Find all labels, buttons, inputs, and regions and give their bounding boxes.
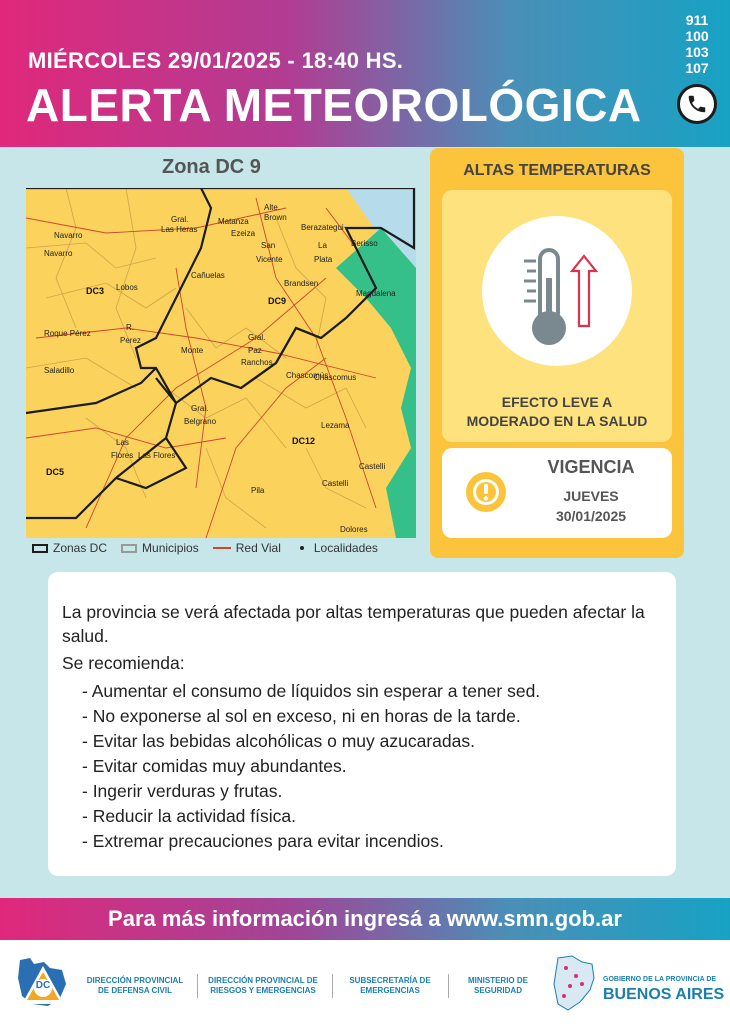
org-name [454, 976, 542, 996]
locality-label: Berisso [351, 239, 378, 248]
org-line: SUBSECRETARÍA DE [349, 976, 431, 985]
org-name [340, 976, 440, 996]
locality-label: Roque Pérez [44, 329, 91, 338]
locality-label: Brandsen [284, 279, 319, 288]
info-link[interactable]: Para más información ingresá a www.smn.gob.ar [108, 906, 622, 931]
legend-item [32, 541, 107, 555]
footer-logos [0, 940, 730, 1031]
legend-item [213, 541, 281, 555]
recommendations-title: Se recomienda: [62, 653, 185, 673]
locality-label: Ranchos [241, 358, 273, 367]
zone-title: Zona DC 9 [162, 156, 261, 178]
locality-label: San [261, 241, 276, 250]
locality-label: Plata [314, 255, 333, 264]
validity-box [442, 448, 672, 538]
validity-day: JUEVES [563, 488, 619, 504]
phone-number[interactable]: 100 [685, 28, 709, 44]
header-banner [0, 0, 730, 147]
locality-label: Paz [248, 346, 262, 355]
legend-label: Localidades [313, 541, 378, 555]
legend-swatch [121, 544, 137, 553]
emergency-phones [681, 12, 713, 76]
warning-icon [466, 472, 506, 512]
effect-line: MODERADO EN LA SALUD [466, 413, 648, 429]
locality-label: Brown [264, 213, 287, 222]
list-item: - No exponerse al sol en exceso, ni en horas de la tarde. [82, 706, 521, 726]
legend-label: Red Vial [235, 541, 281, 555]
org-line: SEGURIDAD [473, 986, 522, 995]
alert-datetime: MIÉRCOLES 29/01/2025 - 18:40 HS. [28, 48, 404, 73]
legend-swatch [300, 546, 304, 550]
org-line: EMERGENCIAS [360, 986, 420, 995]
validity-title: VIGENCIA [547, 457, 635, 477]
zone-label: DC9 [268, 296, 287, 306]
locality-label: Matanza [218, 217, 249, 226]
locality-label: Monte [181, 346, 204, 355]
alert-card [430, 148, 684, 558]
legend-item [295, 541, 378, 555]
locality-label: Pila [251, 486, 265, 495]
locality-label: Gral. [191, 404, 209, 413]
org-name [204, 976, 322, 996]
locality-label: Flores [111, 451, 134, 460]
alert-inner-panel [442, 190, 672, 442]
defensa-civil-logo [14, 954, 72, 1012]
legend-swatch [213, 547, 231, 549]
phone-icon[interactable] [677, 84, 717, 124]
legend-label: Municipios [142, 541, 199, 555]
locality-label: Las [116, 438, 129, 447]
org-line: DE DEFENSA CIVIL [98, 986, 172, 995]
divider [448, 974, 449, 998]
health-effect [442, 393, 672, 431]
org-name [80, 976, 190, 996]
divider [332, 974, 333, 998]
map-legend [32, 541, 378, 555]
zone-label: DC3 [86, 286, 105, 296]
phone-number[interactable]: 103 [685, 44, 709, 60]
info-banner [0, 898, 730, 940]
locality-label: Cañuelas [191, 271, 225, 280]
province-map-icon [552, 954, 596, 1012]
locality-label: Chascomús [286, 371, 329, 380]
locality-label: Berazategui [301, 223, 344, 232]
alert-heading: ALTAS TEMPERATURAS [463, 162, 651, 179]
locality-label: Navarro [44, 249, 73, 258]
locality-label: Las Flores [138, 451, 176, 460]
effect-line: EFECTO LEVE A [501, 394, 613, 410]
locality-label: Ezeiza [231, 229, 256, 238]
locality-label: Gral. [248, 333, 266, 342]
legend-item [121, 541, 199, 555]
recommendations-list [82, 679, 540, 854]
locality-label: Castelli [322, 479, 349, 488]
locality-label: Dolores [340, 525, 368, 534]
legend-label: Zonas DC [53, 541, 108, 555]
zone-label: DC12 [292, 436, 316, 446]
locality-label: Lezama [321, 421, 350, 430]
org-line: MINISTERIO DE [467, 976, 528, 985]
locality-label: Gral. [171, 215, 189, 224]
gov-subtitle: GOBIERNO DE LA PROVINCIA DE [603, 976, 717, 983]
org-line: DIRECCIÓN PROVINCIAL [86, 976, 184, 985]
locality-label: Alte. [264, 203, 281, 212]
org-line: DIRECCIÓN PROVINCIAL DE [208, 976, 318, 985]
phone-number[interactable]: 911 [685, 12, 709, 28]
thermometer-icon [482, 216, 632, 366]
list-item: - Evitar las bebidas alcohólicas o muy azucaradas. [82, 731, 475, 751]
list-item: - Ingerir verduras y frutas. [82, 781, 283, 801]
list-item: - Reducir la actividad física. [82, 806, 296, 826]
validity-date: 30/01/2025 [555, 508, 627, 524]
locality-label: Magdalena [356, 289, 396, 298]
locality-label: Las Heras [161, 225, 198, 234]
locality-label: Perez [120, 336, 141, 345]
locality-label: Belgrano [184, 417, 217, 426]
gov-title: BUENOS AIRES [603, 986, 725, 1003]
locality-label: La [318, 241, 327, 250]
list-item: - Extremar precauciones para evitar incendios. [82, 831, 444, 851]
list-item: - Aumentar el consumo de líquidos sin esperar a tener sed. [82, 681, 541, 701]
logo-text: DC [35, 980, 51, 991]
phone-number[interactable]: 107 [685, 60, 709, 76]
page-title: ALERTA METEOROLÓGICA [26, 79, 642, 131]
coastal-area [336, 228, 416, 538]
locality-label: Castelli [359, 462, 386, 471]
locality-label: Vicente [256, 255, 283, 264]
locality-label: R. [126, 323, 134, 332]
recommendations-card [48, 572, 676, 876]
locality-label: Saladillo [44, 366, 75, 375]
org-line: RIESGOS Y EMERGENCIAS [210, 986, 316, 995]
alert-description: La provincia se verá afectada por altas temperaturas que pueden afectar la salud. [62, 602, 645, 646]
zone-label: DC5 [46, 467, 65, 477]
locality-label: Navarro [54, 231, 83, 240]
legend-swatch [32, 544, 48, 553]
locality-label: Lobos [116, 283, 138, 292]
list-item: - Evitar comidas muy abundantes. [82, 756, 347, 776]
divider [197, 974, 198, 998]
zone-map[interactable] [26, 188, 416, 538]
locality-label: Chascomus [314, 373, 357, 382]
